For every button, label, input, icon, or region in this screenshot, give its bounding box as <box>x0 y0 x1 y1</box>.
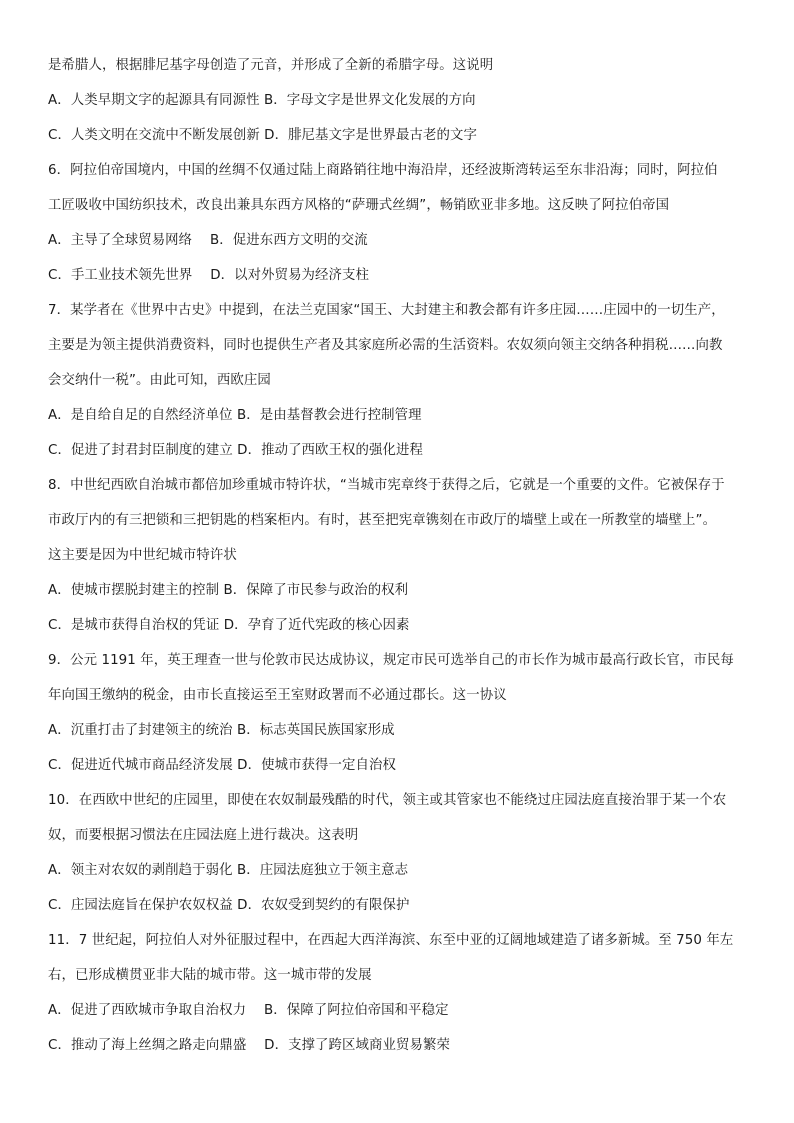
text-line-q8-stem-2: 市政厅内的有三把锁和三把钥匙的档案柜内。有时，甚至把宪章镌刻在市政厅的墙壁上或在一所教堂的墙壁上”。 <box>48 513 717 528</box>
text-line-q10-stem-2: 奴，而要根据习惯法在庄园法庭上进行裁决。这表明 <box>48 828 359 843</box>
text-line-q9-stem-2: 年向国王缴纳的税金，由市长直接运至王室财政署而不必通过郡长。这一协议 <box>48 688 507 703</box>
text-line-q11-stem-2: 右，已形成横贯亚非大陆的城市带。这一城市带的发展 <box>48 968 372 983</box>
text-line-q11-stem-1: 11．7 世纪起，阿拉伯人对外征服过程中，在西起大西洋海滨、东至中亚的辽阔地域建造了诸多新城。至 750 年左 <box>48 933 734 948</box>
text-line-q11-options-ab: A．促进了西欧城市争取自治权力 B．保障了阿拉伯帝国和平稳定 <box>48 1003 449 1018</box>
text-line-q6-options-cd: C．手工业技术领先世界 D．以对外贸易为经济支柱 <box>48 268 370 283</box>
text-line-q10-options-ab: A．领主对农奴的剥削趋于弱化 B．庄园法庭独立于领主意志 <box>48 863 409 878</box>
text-line-q7-options-ab: A．是自给自足的自然经济单位 B．是由基督教会进行控制管理 <box>48 408 422 423</box>
text-line-q5-stem-end: 是希腊人，根据腓尼基字母创造了元音，并形成了全新的希腊字母。这说明 <box>48 58 494 73</box>
text-line-q5-options-ab: A．人类早期文字的起源具有同源性 B．字母文字是世界文化发展的方向 <box>48 93 476 108</box>
text-line-q7-stem-1: 7．某学者在《世界中古史》中提到，在法兰克国家“国王、大封建主和教会都有许多庄园……庄园中的一切生产， <box>48 303 725 318</box>
text-line-q8-options-ab: A．使城市摆脱封建主的控制 B．保障了市民参与政治的权利 <box>48 583 409 598</box>
text-line-q5-options-cd: C．人类文明在交流中不断发展创新 D．腓尼基文字是世界最古老的文字 <box>48 128 477 143</box>
text-line-q8-options-cd: C．是城市获得自治权的凭证 D．孕育了近代宪政的核心因素 <box>48 618 410 633</box>
text-line-q8-stem-1: 8．中世纪西欧自治城市都倍加珍重城市特许状，“当城市宪章终于获得之后，它就是一个重要的文件。它被保存于 <box>48 478 725 493</box>
text-line-q7-options-cd: C．促进了封君封臣制度的建立 D．推动了西欧王权的强化进程 <box>48 443 423 458</box>
text-line-q6-stem-2: 工匠吸收中国纺织技术，改良出兼具东西方风格的“萨珊式丝绸”，畅销欧亚非多地。这反映了阿拉伯帝国 <box>48 198 670 213</box>
text-line-q9-options-ab: A．沉重打击了封建领主的统治 B．标志英国民族国家形成 <box>48 723 395 738</box>
text-line-q6-options-ab: A．主导了全球贸易网络 B．促进东西方文明的交流 <box>48 233 368 248</box>
text-line-q7-stem-3: 会交纳什一税”。由此可知，西欧庄园 <box>48 373 271 388</box>
text-line-q10-options-cd: C．庄园法庭旨在保护农奴权益 D．农奴受到契约的有限保护 <box>48 898 410 913</box>
text-line-q6-stem-1: 6．阿拉伯帝国境内，中国的丝绸不仅通过陆上商路销往地中海沿岸，还经波斯湾转运至东非沿海；同时，阿拉伯 <box>48 163 718 178</box>
text-line-q10-stem-1: 10．在西欧中世纪的庄园里，即使在农奴制最残酷的时代，领主或其管家也不能绕过庄园法庭直接治罪于某一个农 <box>48 793 727 808</box>
text-line-q9-stem-1: 9．公元 1191 年，英王理查一世与伦敦市民达成协议，规定市民可选举自己的市长作为城市最高行政长官，市民每 <box>48 653 734 668</box>
text-line-q7-stem-2: 主要是为领主提供消费资料，同时也提供生产者及其家庭所必需的生活资料。农奴须向领主交纳各种捐税……向教 <box>48 338 723 353</box>
text-line-q8-stem-3: 这主要是因为中世纪城市特许状 <box>48 548 237 563</box>
text-line-q11-options-cd: C．推动了海上丝绸之路走向鼎盛 D．支撑了跨区域商业贸易繁荣 <box>48 1038 450 1053</box>
text-line-q9-options-cd: C．促进近代城市商品经济发展 D．使城市获得一定自治权 <box>48 758 396 773</box>
